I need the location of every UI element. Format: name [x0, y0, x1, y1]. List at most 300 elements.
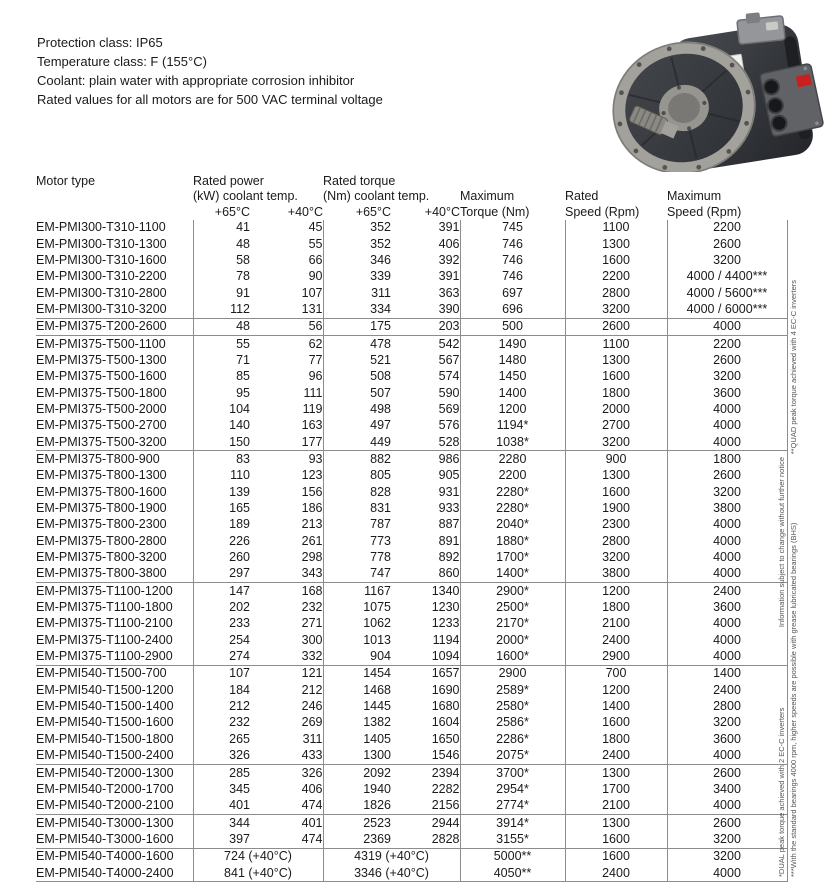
rated-speed-cell: 1600: [565, 831, 667, 848]
power-65-cell: 254: [193, 632, 250, 648]
table-row: [36, 269, 787, 285]
torque-40-cell: 203: [391, 318, 460, 335]
power-40-cell: 271: [301, 616, 323, 631]
torque-40-cell: 391: [438, 220, 460, 235]
max-speed-cell: 2400: [667, 682, 787, 698]
torque-40-cell: 390: [391, 301, 460, 318]
max-torque-cell: 4050**: [460, 865, 565, 882]
power-65-cell: 48: [193, 236, 250, 252]
motor-type-cell: EM-PMI540-T1500-1600: [36, 715, 174, 730]
motor-type-cell: EM-PMI375-T1100-2900: [36, 648, 193, 665]
rated-speed-cell: 3200: [565, 434, 667, 451]
header-rated-speed-1: Rated: [565, 189, 599, 203]
max-speed-cell: 2600: [667, 468, 787, 484]
footnote-information-subject: Information subject to change without further notice: [777, 457, 786, 628]
max-torque-cell: 1600*: [460, 648, 565, 665]
motor-type-cell: EM-PMI375-T800-2800: [36, 533, 167, 548]
rated-speed-cell: 1800: [565, 599, 667, 615]
footnote-dual-peak: *DUAL peak torque achieved with 2 EC-C inverters: [777, 707, 786, 877]
max-speed-cell: 1800: [667, 451, 787, 468]
torque-65-cell: 497: [323, 418, 391, 434]
power-65-cell: 260: [193, 549, 250, 565]
max-torque-cell: 1480: [460, 352, 565, 368]
max-speed-cell: 3600: [667, 599, 787, 615]
max-speed-cell: 4000: [667, 401, 787, 417]
power-40-cell: 131: [250, 301, 323, 318]
power-65-cell: 147: [193, 583, 250, 600]
header-max-torque-2: Torque (Nm): [460, 204, 530, 219]
torque-40-cell: 860: [391, 566, 460, 583]
max-speed-cell: 4000: [667, 566, 787, 583]
torque-65-cell: 1454: [323, 665, 391, 682]
power-40-cell: 474: [250, 831, 323, 848]
rated-speed-cell: 2800: [565, 533, 667, 549]
power-65-cell: 285: [193, 764, 250, 781]
rated-speed-cell: 2000: [565, 401, 667, 417]
table-row: [36, 468, 787, 484]
motor-type-cell: EM-PMI375-T800-1300: [36, 468, 167, 483]
motor-type-cell: EM-PMI375-T1100-1200: [36, 583, 173, 598]
torque-65-cell: 882: [323, 451, 391, 468]
max-torque-cell: 2774*: [460, 798, 565, 815]
max-torque-cell: 2900: [460, 665, 565, 682]
header-torque-unit: (Nm) coolant temp.: [323, 189, 430, 203]
motor-type-cell: EM-PMI300-T310-1100: [36, 220, 166, 235]
max-torque-cell: 1450: [460, 369, 565, 385]
torque-40-cell: 391: [438, 269, 460, 284]
power-65-cell: 112: [193, 301, 250, 318]
torque-40-cell: 891: [438, 533, 460, 548]
motor-type-cell: EM-PMI375-T800-3200: [36, 550, 167, 565]
max-torque-cell: 2280: [460, 451, 565, 468]
table-row: [36, 715, 787, 731]
table-row: [36, 369, 787, 385]
table-row: [36, 616, 787, 632]
torque-40-cell: 1690: [431, 682, 460, 697]
max-torque-cell: 2900*: [460, 583, 565, 600]
rated-speed-cell: 1100: [565, 335, 667, 352]
rated-speed-cell: 1300: [565, 814, 667, 831]
power-65-cell: 91: [193, 285, 250, 301]
torque-40-cell: 590: [438, 385, 460, 400]
table-row: [36, 401, 787, 417]
max-torque-cell: 2040*: [460, 517, 565, 533]
max-torque-cell: 2280*: [460, 484, 565, 500]
power-65-cell: 274: [193, 648, 250, 665]
power-40-cell: 163: [301, 418, 323, 433]
table-row: [36, 335, 787, 352]
torque-40-cell: 569: [438, 401, 460, 416]
table-row: [36, 549, 787, 565]
torque-40-cell: 2828: [391, 831, 460, 848]
torque-65-cell: 2369: [323, 831, 391, 848]
max-speed-cell: 2600: [667, 352, 787, 368]
torque-65-cell: 1826: [323, 798, 391, 815]
max-speed-cell: 2600: [667, 236, 787, 252]
table-row: [36, 385, 787, 401]
torque-65-cell: 339: [323, 269, 391, 285]
torque-65-cell: 498: [323, 401, 391, 417]
torque-40-cell: 2156: [391, 798, 460, 815]
power-65-cell: 165: [193, 500, 250, 516]
rated-speed-cell: 2600: [565, 318, 667, 335]
rated-speed-cell: 2200: [565, 269, 667, 285]
power-65-cell: 189: [193, 517, 250, 533]
max-torque-cell: 1490: [460, 335, 565, 352]
power-40-cell: 269: [301, 715, 323, 730]
table-row: [36, 500, 787, 516]
max-speed-cell: 4000 / 6000***: [667, 301, 787, 318]
rated-speed-cell: 2900: [565, 648, 667, 665]
max-torque-cell: 745: [460, 220, 565, 236]
torque-40-cell: 2394: [431, 765, 460, 780]
rated-speed-cell: 700: [565, 665, 667, 682]
max-speed-cell: 1400: [667, 665, 787, 682]
max-speed-cell: 4000: [667, 434, 787, 451]
rated-speed-cell: 900: [565, 451, 667, 468]
power-65-cell: 104: [193, 401, 250, 417]
power-40-cell: 401: [301, 815, 323, 830]
torque-65-cell: 2523: [323, 814, 391, 831]
torque-65-cell: 778: [323, 549, 391, 565]
torque-40-cell: 892: [438, 550, 460, 565]
motor-type-cell: EM-PMI375-T500-1800: [36, 385, 167, 400]
torque-65-cell: 1405: [323, 731, 391, 747]
torque-40-cell: 1604: [431, 715, 460, 730]
rated-speed-cell: 2300: [565, 517, 667, 533]
torque-65-cell: 1468: [323, 682, 391, 698]
footnote-column-inner: [777, 457, 788, 877]
rated-speed-cell: 1600: [565, 848, 667, 865]
power-65-cell: 139: [193, 484, 250, 500]
motor-type-cell: EM-PMI375-T500-1100: [36, 336, 166, 351]
max-speed-cell: 4000: [667, 418, 787, 434]
power-65-cell: 265: [193, 731, 250, 747]
power-65-cell: 212: [193, 698, 250, 714]
max-speed-cell: 3400: [667, 781, 787, 797]
max-torque-cell: 1700*: [460, 549, 565, 565]
rated-speed-cell: 1800: [565, 385, 667, 401]
max-speed-cell: 4000: [667, 632, 787, 648]
power-40-cell: 246: [301, 699, 323, 714]
power-40-cell: 55: [308, 236, 323, 251]
power-40-cell: 177: [250, 434, 323, 451]
power-40-cell: 213: [301, 517, 323, 532]
table-row: [36, 583, 787, 600]
max-torque-cell: 2280*: [460, 500, 565, 516]
power-40-cell: 66: [308, 252, 323, 267]
motor-type-cell: EM-PMI375-T1100-2400: [36, 632, 173, 647]
max-torque-cell: 2586*: [460, 715, 565, 731]
power-65-cell: 232: [193, 715, 250, 731]
motor-type-cell: EM-PMI375-T800-1900: [36, 501, 167, 516]
motor-type-cell: EM-PMI540-T1500-1200: [36, 682, 174, 697]
table-row: [36, 484, 787, 500]
motor-photo: [596, 10, 824, 172]
max-torque-cell: 1400*: [460, 566, 565, 583]
rated-speed-cell: 2700: [565, 418, 667, 434]
header-power-40: +40°C: [287, 204, 323, 219]
torque-65-cell: 311: [323, 285, 391, 301]
power-65-cell: 344: [193, 814, 250, 831]
max-speed-cell: 4000: [667, 748, 787, 765]
max-speed-cell: 4000: [667, 517, 787, 533]
motor-type-cell: EM-PMI540-T2000-2100: [36, 798, 193, 815]
rated-speed-cell: 2800: [565, 285, 667, 301]
max-torque-cell: 3155*: [460, 831, 565, 848]
torque-65-cell: 773: [323, 533, 391, 549]
power-40-cell: 300: [301, 632, 323, 647]
max-speed-cell: 3200: [667, 715, 787, 731]
power-65-cell: 150: [193, 434, 250, 451]
motor-type-cell: EM-PMI375-T500-2700: [36, 418, 167, 433]
header-power-unit: (kW) coolant temp.: [193, 189, 298, 203]
power-65-cell: 107: [193, 665, 250, 682]
motor-type-cell: EM-PMI300-T310-2200: [36, 269, 167, 284]
power-65-cell: 297: [193, 566, 250, 583]
motor-type-cell: EM-PMI540-T2000-1300: [36, 765, 174, 780]
rated-speed-cell: 1800: [565, 731, 667, 747]
torque-40-cell: 528: [391, 434, 460, 451]
torque-40-cell: 887: [438, 517, 460, 532]
max-torque-cell: 2954*: [460, 781, 565, 797]
table-row: [36, 352, 787, 368]
torque-40-cell: 2282: [431, 781, 460, 796]
power-40-cell: 77: [308, 352, 323, 367]
rated-speed-cell: 1300: [565, 468, 667, 484]
torque-40-cell: 574: [438, 369, 460, 384]
rated-speed-cell: 1600: [565, 715, 667, 731]
power-65-cell: 184: [193, 682, 250, 698]
rated-speed-cell: 1900: [565, 500, 667, 516]
motor-type-cell: EM-PMI540-T1500-2400: [36, 748, 193, 765]
max-torque-cell: 746: [460, 236, 565, 252]
power-40-cell: 93: [308, 451, 323, 466]
torque-65-cell: 346: [323, 252, 391, 268]
torque-65-cell: 352: [323, 236, 391, 252]
torque-40-cell: 2944: [431, 815, 460, 830]
rated-speed-cell: 2400: [565, 748, 667, 765]
power-40-cell: 332: [250, 648, 323, 665]
torque-65-cell: 747: [323, 566, 391, 583]
table-row: [36, 418, 787, 434]
max-torque-cell: 1194*: [460, 418, 565, 434]
motor-type-cell: EM-PMI375-T800-3800: [36, 566, 193, 583]
header-power-65: +65°C: [214, 204, 250, 219]
table-row: [36, 301, 787, 318]
table-row: [36, 451, 787, 468]
power-65-cell: 85: [193, 369, 250, 385]
torque-65-cell: 904: [323, 648, 391, 665]
max-torque-cell: 1400: [460, 385, 565, 401]
power-65-cell: 345: [193, 781, 250, 797]
max-speed-cell: 3200: [667, 369, 787, 385]
table-row: [36, 731, 787, 747]
motor-type-cell: EM-PMI540-T3000-1600: [36, 831, 193, 848]
power-40-cell: 156: [301, 484, 323, 499]
max-torque-cell: 5000**: [460, 848, 565, 865]
torque-65-cell: 1075: [323, 599, 391, 615]
power-40-cell: 212: [301, 682, 323, 697]
table-row: [36, 318, 787, 335]
temperature-class-line: Temperature class: F (155°C): [37, 54, 207, 69]
table-row: [36, 764, 787, 781]
torque-merged-cell: 3346 (+40°C): [323, 865, 460, 882]
torque-65-cell: 521: [323, 352, 391, 368]
rated-speed-cell: 2100: [565, 616, 667, 632]
motor-spec-table: [36, 173, 788, 882]
torque-65-cell: 1940: [323, 781, 391, 797]
power-40-cell: 123: [301, 468, 323, 483]
motor-type-cell: EM-PMI300-T310-2800: [36, 285, 167, 300]
table-row: [36, 648, 787, 665]
max-torque-cell: 3700*: [460, 764, 565, 781]
power-40-cell: 232: [301, 600, 323, 615]
rated-speed-cell: 2100: [565, 798, 667, 815]
torque-65-cell: 175: [323, 318, 391, 335]
torque-40-cell: 931: [438, 484, 460, 499]
torque-40-cell: 1650: [431, 731, 460, 746]
header-torque-65: +65°C: [355, 204, 391, 219]
table-row: [36, 865, 787, 882]
table-row: [36, 599, 787, 615]
rated-speed-cell: 1300: [565, 764, 667, 781]
power-40-cell: 474: [250, 798, 323, 815]
motor-type-cell: EM-PMI375-T500-1300: [36, 352, 167, 367]
table-row: [36, 236, 787, 252]
power-65-cell: 48: [193, 318, 250, 335]
torque-40-cell: 567: [438, 352, 460, 367]
motor-type-cell: EM-PMI375-T1100-1800: [36, 600, 173, 615]
power-40-cell: 107: [301, 285, 323, 300]
motor-type-cell: EM-PMI540-T4000-1600: [36, 849, 174, 864]
rated-speed-cell: 1700: [565, 781, 667, 797]
header-rated-power: Rated power: [193, 173, 264, 188]
rated-speed-cell: 2400: [565, 865, 667, 882]
max-torque-cell: 746: [460, 252, 565, 268]
torque-65-cell: 2092: [323, 764, 391, 781]
motor-type-cell: EM-PMI375-T500-3200: [36, 434, 193, 451]
motor-type-cell: EM-PMI540-T4000-2400: [36, 865, 193, 882]
motor-type-cell: EM-PMI375-T200-2600: [36, 318, 193, 335]
torque-40-cell: 1546: [391, 748, 460, 765]
power-65-cell: 41: [193, 220, 250, 236]
table-row: [36, 252, 787, 268]
motor-type-cell: EM-PMI540-T1500-700: [36, 666, 167, 681]
max-speed-cell: 2200: [667, 220, 787, 236]
rated-speed-cell: 1200: [565, 583, 667, 600]
header-max-speed-1: Maximum: [667, 189, 722, 203]
power-40-cell: 261: [301, 533, 323, 548]
rated-speed-cell: 1400: [565, 698, 667, 714]
power-40-cell: 343: [250, 566, 323, 583]
torque-40-cell: 542: [438, 336, 460, 351]
power-40-cell: 311: [302, 731, 323, 746]
power-40-cell: 56: [250, 318, 323, 335]
power-40-cell: 119: [302, 401, 323, 416]
torque-65-cell: 507: [323, 385, 391, 401]
table-row: [36, 434, 787, 451]
header-max-torque-1: Maximum: [460, 189, 515, 203]
footnote-quad-peak: **QUAD peak torque achieved with 4 EC-C inverters: [789, 280, 798, 455]
max-speed-cell: 3200: [667, 848, 787, 865]
table-row: [36, 748, 787, 765]
max-torque-cell: 697: [460, 285, 565, 301]
max-speed-cell: 4000: [667, 865, 787, 882]
torque-65-cell: 352: [323, 220, 391, 236]
max-speed-cell: 3600: [667, 731, 787, 747]
torque-65-cell: 1167: [323, 583, 391, 600]
max-speed-cell: 4000: [667, 648, 787, 665]
torque-40-cell: 933: [438, 501, 460, 516]
rated-speed-cell: 2400: [565, 632, 667, 648]
power-40-cell: 168: [301, 583, 323, 598]
power-65-cell: 397: [193, 831, 250, 848]
table-row: [36, 698, 787, 714]
rated-speed-cell: 1300: [565, 352, 667, 368]
max-speed-cell: 4000: [667, 616, 787, 632]
table-row: [36, 632, 787, 648]
motor-type-cell: EM-PMI375-T800-1600: [36, 484, 167, 499]
max-speed-cell: 3800: [667, 500, 787, 516]
power-40-cell: 186: [301, 501, 323, 516]
torque-40-cell: 1233: [431, 616, 460, 631]
torque-65-cell: 1062: [323, 616, 391, 632]
torque-40-cell: 1230: [431, 600, 460, 615]
max-torque-cell: 1200: [460, 401, 565, 417]
torque-65-cell: 449: [323, 434, 391, 451]
header-torque-40: +40°C: [424, 204, 460, 219]
max-speed-cell: 4000: [667, 318, 787, 335]
motor-photo-illustration: [596, 10, 824, 172]
table-row: [36, 665, 787, 682]
motor-type-cell: EM-PMI375-T800-2300: [36, 517, 167, 532]
max-speed-cell: 4000 / 4400***: [667, 269, 787, 285]
table-row: [36, 798, 787, 815]
max-speed-cell: 2800: [667, 698, 787, 714]
motor-type-cell: EM-PMI300-T310-3200: [36, 301, 193, 318]
torque-65-cell: 508: [323, 369, 391, 385]
power-40-cell: 96: [308, 369, 323, 384]
power-40-cell: 90: [308, 269, 323, 284]
spec-summary: [37, 33, 383, 109]
max-torque-cell: 3914*: [460, 814, 565, 831]
torque-40-cell: 392: [438, 252, 460, 267]
max-torque-cell: 2000*: [460, 632, 565, 648]
max-speed-cell: 3200: [667, 831, 787, 848]
rated-speed-cell: 3800: [565, 566, 667, 583]
rated-speed-cell: 1300: [565, 236, 667, 252]
motor-type-cell: EM-PMI300-T310-1300: [36, 236, 167, 251]
power-65-cell: 95: [193, 385, 250, 401]
footnote-standard-bearings: ***With the standard bearings 4000 rpm, higher speeds are possible with grease lubricated bearings (BHS): [789, 522, 798, 877]
torque-merged-cell: 4319 (+40°C): [323, 848, 460, 865]
table-row: [36, 220, 787, 236]
table-row: [36, 566, 787, 583]
max-torque-cell: 500: [460, 318, 565, 335]
header-motor-type: Motor type: [36, 173, 96, 188]
motor-type-cell: EM-PMI375-T500-1600: [36, 369, 167, 384]
torque-40-cell: 1340: [431, 583, 460, 598]
power-40-cell: 433: [250, 748, 323, 765]
power-40-cell: 62: [308, 336, 323, 351]
max-torque-cell: 2286*: [460, 731, 565, 747]
max-speed-cell: 4000: [667, 549, 787, 565]
power-40-cell: 45: [308, 220, 323, 235]
torque-65-cell: 1382: [323, 715, 391, 731]
max-torque-cell: 1880*: [460, 533, 565, 549]
power-65-cell: 71: [193, 352, 250, 368]
